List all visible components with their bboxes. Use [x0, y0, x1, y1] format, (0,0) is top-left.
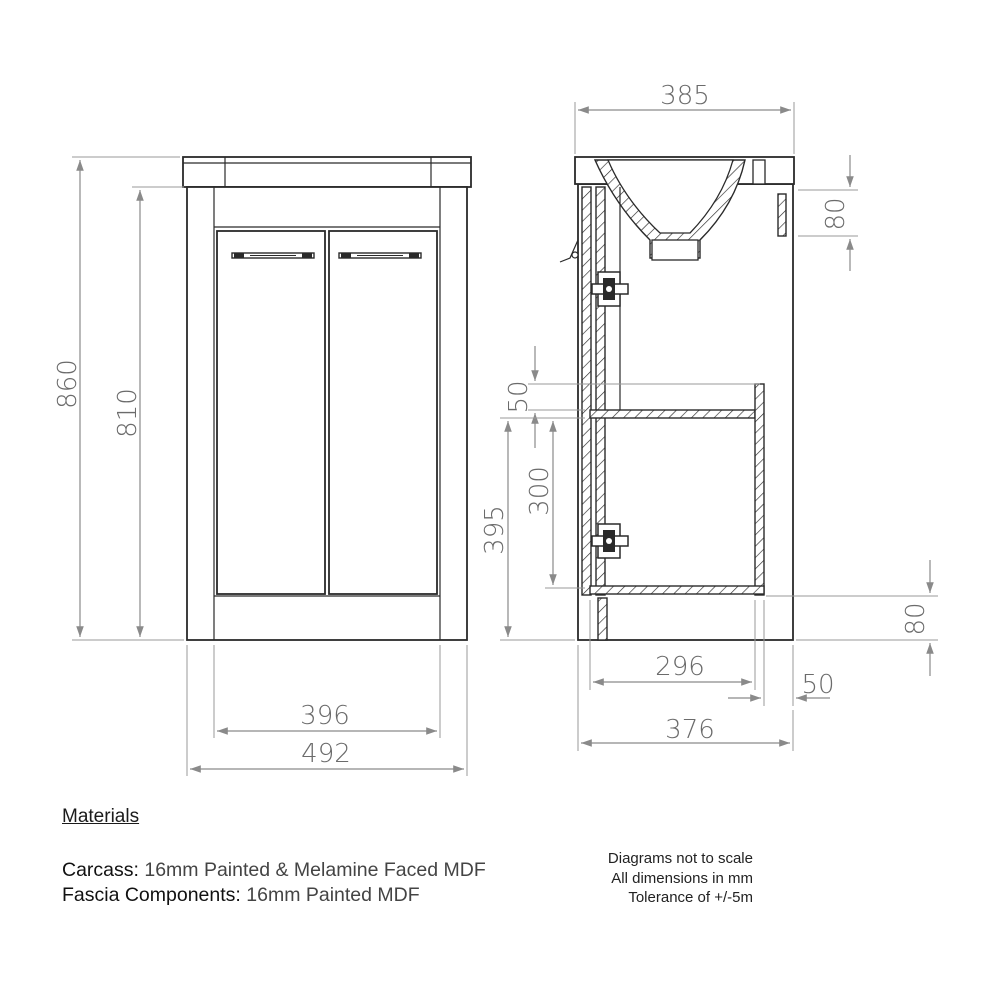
- svg-text:385: 385: [660, 81, 710, 111]
- dim-basin-rim: [798, 155, 858, 271]
- svg-text:395: 395: [480, 505, 510, 555]
- svg-text:50: 50: [504, 380, 534, 414]
- door-edge: [582, 187, 591, 595]
- note-units: All dimensions in mm: [611, 869, 753, 887]
- shelf: [590, 410, 755, 418]
- svg-text:80: 80: [821, 197, 851, 231]
- svg-text:860: 860: [53, 359, 83, 409]
- front-view: [53, 157, 471, 776]
- note-scale: Diagrams not to scale: [607, 850, 753, 867]
- right-door-handle: [339, 253, 421, 258]
- plinth: [598, 598, 607, 640]
- svg-text:396: 396: [300, 701, 350, 731]
- svg-text:50: 50: [801, 670, 835, 700]
- fascia-value: 16mm Painted MDF: [246, 884, 420, 906]
- svg-text:492: 492: [301, 739, 351, 769]
- left-door: [217, 231, 325, 594]
- svg-text:376: 376: [665, 715, 715, 745]
- dim-width-doors: [214, 645, 440, 738]
- carcass-label: Carcass:: [62, 859, 139, 881]
- dim-height-carcass: [113, 187, 184, 637]
- note-tolerance: Tolerance of +/-5m: [628, 889, 753, 906]
- basin-top: [183, 157, 471, 187]
- svg-text:80: 80: [901, 602, 931, 636]
- base-panel: [590, 586, 764, 594]
- fascia-spec: [62, 883, 582, 908]
- left-door-handle: [232, 253, 314, 258]
- dim-shelf-height: [525, 418, 585, 588]
- dim-inner-height: [480, 418, 575, 640]
- svg-text:300: 300: [525, 466, 555, 516]
- svg-text:296: 296: [655, 652, 705, 682]
- fascia-label: Fascia Components:: [62, 884, 241, 906]
- right-door: [329, 231, 437, 594]
- drawing-notes: [608, 849, 753, 908]
- carcass-spec: [62, 858, 582, 883]
- side-view: [480, 81, 938, 751]
- materials-heading: Materials: [62, 806, 140, 827]
- materials-section: [62, 806, 582, 908]
- carcass-value: 16mm Painted & Melamine Faced MDF: [144, 859, 486, 881]
- svg-text:810: 810: [113, 388, 143, 438]
- dim-depth-top: [575, 81, 794, 154]
